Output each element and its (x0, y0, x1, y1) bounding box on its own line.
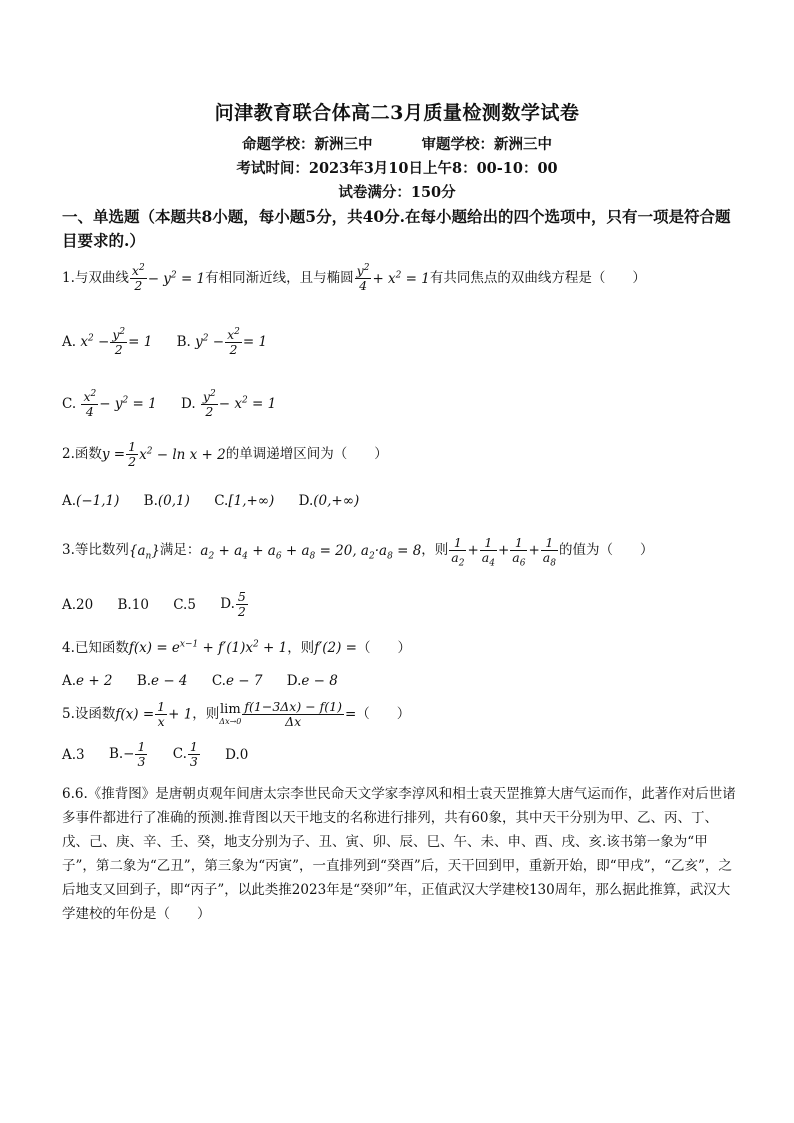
q4-option-d[interactable]: D.e − 8 (286, 672, 338, 689)
question-2: 2.函数y = $\frac{1}{2}$ $x^2 - \ln x + 2$的单调递增区间为（ ） (62, 439, 388, 469)
q1-mid: 有相同渐近线，且与椭圆 (205, 270, 354, 286)
reviewer-school: 审题学校：新洲三中 (421, 136, 553, 153)
question-3: 3.等比数列$\{a_n\}$满足：$a_2 + a_4 + a_6 + a_8 = 20$, $a_2\cdot a_8 = 8$，则 $\frac{1}{a_2}$ + $\frac{1}{a_4}$ + $\frac{1}{a_6}$ + $\frac{1}{a_8}$ 的值为（ ） (62, 535, 654, 569)
q3-options (62, 590, 269, 619)
q1-formula: − $y^2 = 1$ (147, 270, 206, 287)
exam-score: 试卷满分：150分 (338, 184, 456, 201)
question-5: 5.设函数f(x) = $\frac{1}{x}$ + 1，则 lim Δx→0 $\frac{f(1-3\Delta x) - f(1)}{\Delta x}$ =（ ） (62, 699, 411, 729)
q1-ellipse-frac: $\frac{y^2}{4}$ (356, 262, 370, 293)
school-info (0, 133, 794, 154)
q5-option-d[interactable]: D.0 (225, 746, 249, 763)
q1-ellipse: + $x^2 = 1$ (372, 270, 430, 287)
q2-option-b[interactable]: B.(0,1) (143, 492, 190, 509)
q1-option-d[interactable]: D. $\frac{y^2}{2}$ − $x^2 = 1$ (180, 388, 277, 419)
q1-option-b[interactable]: B. $y^2$ − $\frac{x^2}{2}$ = 1 (176, 326, 268, 357)
exam-title: 问津教育联合体高二3月质量检测数学试卷 (214, 102, 580, 124)
question-4: 4.已知函数$f(x) = e^{x-1} + f'(1)x^2 + 1$，则f′(2) =（ ） (62, 639, 411, 656)
q3-option-a[interactable]: A.20 (62, 596, 94, 613)
q2-option-a[interactable]: A.(−1,1) (62, 492, 120, 509)
q4-option-c[interactable]: C.e − 7 (211, 672, 263, 689)
q1-formula-frac: $\frac{x^2}{2}$ (131, 262, 145, 293)
question-1 (62, 264, 742, 293)
q4-option-b[interactable]: B.e − 4 (136, 672, 188, 689)
q2-options (62, 492, 379, 509)
q3-option-d[interactable]: D. $\frac{5}{2}$ (220, 589, 246, 619)
q1-option-a[interactable]: A. $x^2$ − $\frac{y^2}{2}$ = 1 (62, 326, 153, 357)
q5-option-c[interactable]: C. $\frac{1}{3}$ (172, 739, 198, 769)
q5-option-a[interactable]: A.3 (62, 746, 85, 763)
q5-options (62, 740, 268, 769)
q1-options-row1 (62, 328, 287, 357)
setter-school: 命题学校：新洲三中 (241, 136, 373, 153)
section-heading: 一、单选题（本题共8小题，每小题5分，共40分.在每小题给出的四个选项中，只有一项是符合题目要求的.） (62, 207, 731, 250)
q5-option-b[interactable]: B.− $\frac{1}{3}$ (108, 739, 146, 769)
q2-option-c[interactable]: C.[1,+∞) (214, 492, 275, 509)
q1-option-c[interactable]: C. $\frac{x^2}{4}$ − $y^2 = 1$ (62, 388, 157, 419)
q2-option-d[interactable]: D.(0,+∞) (298, 492, 360, 509)
q3-option-c[interactable]: C.5 (173, 596, 196, 613)
q1-end: 有共同焦点的双曲线方程是（ ） (429, 270, 646, 286)
q1-prefix: 1.与双曲线 (62, 270, 129, 286)
q4-option-a[interactable]: A.e + 2 (62, 672, 113, 689)
q4-options (62, 672, 358, 689)
exam-time: 考试时间：2023年3月10日上午8：00-10：00 (236, 160, 558, 177)
q3-option-b[interactable]: B.10 (117, 596, 149, 613)
q1-options-row2 (62, 390, 296, 419)
question-6: 6.6.《推背图》是唐朝贞观年间唐太宗李世民命天文学家李淳风和相士袁天罡推算大唐气运而作，此著作对后世诸多事件都进行了准确的预测.推背图以天干地支的名称进行排列，共有60象，其中天干分别为甲、乙、丙、丁、戊、己、庚、辛、壬、癸，地支分别为子、丑、寅、卯、辰、巳、午、未、申、酉、戌、亥.该书第一象为“甲子”，第二象为“乙丑”，第三象为“丙寅”，一直排列到“癸酉”后，天干回到甲，重新开始，即“甲戌”，“乙亥”，之后地支又回到子，即“丙子”，以此类推2023年是“癸卯”年，正值武汉大学建校130周年，那么据此推算，武汉大学建校的年份是（ ） (62, 786, 736, 922)
